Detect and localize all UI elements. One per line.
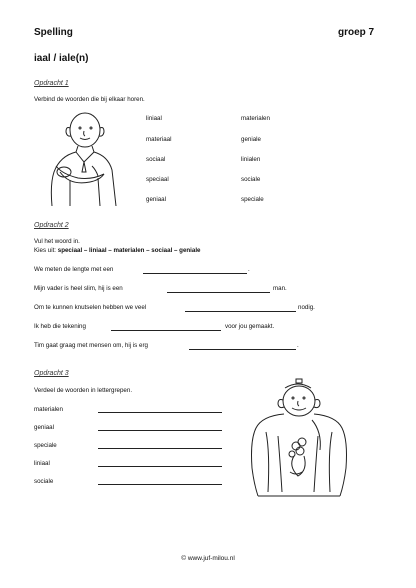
page-subtitle: iaal / iale(n) — [34, 53, 89, 64]
opdracht2-heading: Opdracht 2 — [34, 222, 69, 229]
right-word-5: speciale — [241, 196, 264, 203]
syllable-line-1[interactable] — [98, 412, 222, 413]
man-with-flowers-illustration — [238, 376, 358, 500]
right-word-4: sociale — [241, 176, 261, 183]
footer-copyright[interactable]: © www.juf-milou.nl — [181, 555, 235, 562]
right-word-1: materialen — [241, 115, 270, 122]
sentence-1-after: . — [248, 266, 250, 273]
syllable-word-1: materialen — [34, 406, 63, 413]
syllable-line-2[interactable] — [98, 430, 222, 431]
left-word-2: materiaal — [146, 136, 172, 143]
word-choices — [34, 247, 201, 255]
sentence-2-after: man. — [273, 285, 287, 292]
sentence-2-before: Mijn vader is heel slim, hij is een — [34, 285, 123, 292]
opdracht2-instruction: Vul het woord in. — [34, 238, 80, 245]
syllable-line-5[interactable] — [98, 484, 222, 485]
left-word-5: geniaal — [146, 196, 166, 203]
syllable-line-3[interactable] — [98, 448, 222, 449]
sentence-4-after: voor jou gemaakt. — [225, 323, 275, 330]
right-word-2: geniale — [241, 136, 261, 143]
syllable-word-3: speciale — [34, 442, 57, 449]
sentence-5-after: . — [297, 342, 299, 349]
opdracht3-heading: Opdracht 3 — [34, 370, 69, 377]
syllable-word-5: sociale — [34, 478, 54, 485]
sentence-1-before: We meten de lengte met een — [34, 266, 114, 273]
opdracht3-instruction: Verdeel de woorden in lettergrepen. — [34, 387, 133, 394]
choose-prefix: Kies uit: — [34, 247, 57, 254]
choose-words: speciaal – liniaal – materialen – sociaal – geniale — [57, 247, 201, 254]
opdracht1-instruction: Verbind de woorden die bij elkaar horen. — [34, 96, 145, 103]
sentence-5-blank[interactable] — [189, 349, 296, 350]
sentence-5-before: Tim gaat graag met mensen om, hij is erg — [34, 342, 148, 349]
syllable-word-4: liniaal — [34, 460, 50, 467]
sentence-3-after: nodig. — [298, 304, 315, 311]
sentence-1-blank[interactable] — [143, 273, 247, 274]
boy-with-sling-illustration — [40, 106, 120, 206]
left-word-4: speciaal — [146, 176, 169, 183]
grade-label: groep 7 — [338, 27, 375, 38]
opdracht1-heading: Opdracht 1 — [34, 80, 69, 87]
sentence-4-before: Ik heb die tekening — [34, 323, 86, 330]
page-title: Spelling — [34, 27, 73, 38]
left-word-3: sociaal — [146, 156, 166, 163]
sentence-2-blank[interactable] — [167, 292, 270, 293]
right-word-3: linialen — [241, 156, 261, 163]
syllable-line-4[interactable] — [98, 466, 222, 467]
sentence-3-before: Om te kunnen knutselen hebben we veel — [34, 304, 147, 311]
left-word-1: liniaal — [146, 115, 162, 122]
syllable-word-2: geniaal — [34, 424, 54, 431]
sentence-4-blank[interactable] — [111, 330, 221, 331]
sentence-3-blank[interactable] — [185, 311, 296, 312]
